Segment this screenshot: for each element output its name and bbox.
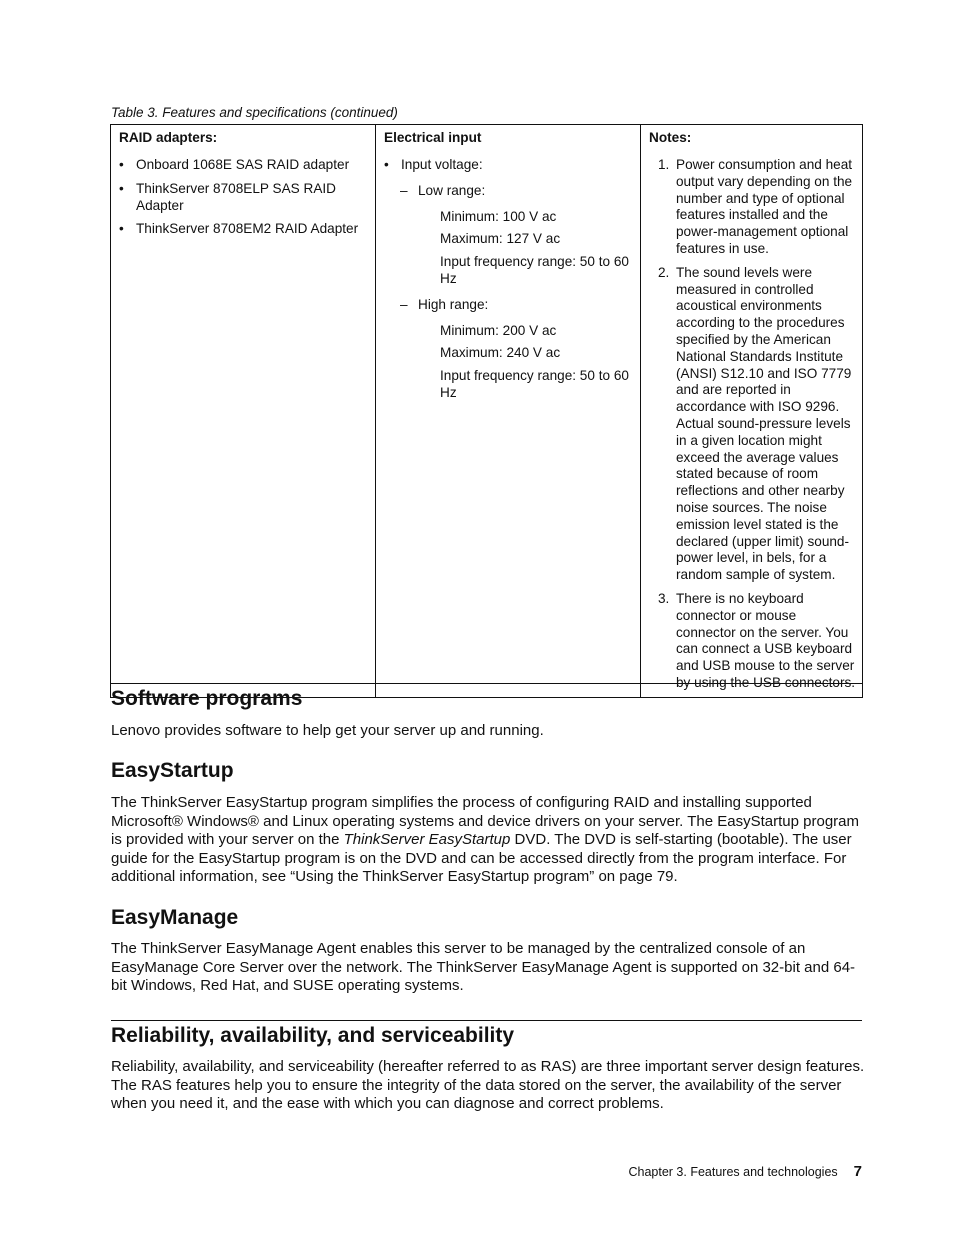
raid-cell: [111, 154, 376, 697]
high-max: Maximum: 240 V ac: [440, 345, 561, 361]
features-table: [110, 124, 863, 698]
dash-icon: –: [400, 182, 408, 198]
page-footer: [628, 1163, 862, 1180]
easystartup-text-1: The ThinkServer EasyStartup program simplifies the process of configuring RAID and installing supported Microsoft® Windows® and Linux operating systems and device drivers on your server. The EasyStartup program is provided with your server on the: [111, 794, 859, 849]
ras-body: Reliability, availability, and serviceability (hereafter referred to as RAS) are three important server design features. The RAS features help you to ensure the integrity of the data stored on the server, the availability of the server when you need it, and the ease with which you can diagnose and correct problems.: [111, 1058, 865, 1113]
note-number: 1.: [658, 157, 670, 172]
list-item: [119, 181, 369, 215]
list-item: [384, 183, 634, 200]
raid-adapter-3: ThinkServer 8708EM2 RAID Adapter: [136, 221, 359, 237]
easymanage-heading: EasyManage: [111, 906, 239, 929]
section-divider: [111, 1020, 862, 1021]
ras-heading: Reliability, availability, and serviceability: [111, 1024, 515, 1047]
easystartup-dvd-title: ThinkServer EasyStartup: [343, 831, 511, 849]
input-voltage-label: Input voltage:: [401, 157, 483, 172]
footer-chapter: Chapter 3. Features and technologies: [628, 1165, 838, 1179]
software-body: Lenovo provides software to help get your server up and running.: [111, 722, 544, 739]
dash-icon: –: [400, 296, 408, 312]
low-min: Minimum: 100 V ac: [440, 208, 557, 224]
low-max: Maximum: 127 V ac: [440, 231, 561, 247]
bullet-icon: •: [119, 221, 124, 237]
high-freq: Input frequency range: 50 to 60 Hz: [440, 368, 629, 400]
list-item: [384, 157, 634, 174]
raid-adapter-2: ThinkServer 8708ELP SAS RAID Adapter: [136, 180, 336, 213]
list-item: [384, 297, 634, 314]
bullet-icon: •: [384, 157, 389, 172]
notes-cell: [641, 154, 863, 697]
section-divider: [111, 683, 862, 684]
software-heading: Software programs: [111, 687, 303, 710]
easystartup-body: [111, 794, 866, 887]
list-item: [649, 157, 856, 258]
note-number: 2.: [658, 264, 670, 280]
electrical-header: Electrical input: [376, 125, 641, 155]
low-range-label: Low range:: [418, 182, 486, 198]
raid-adapter-1: Onboard 1068E SAS RAID adapter: [136, 157, 350, 172]
notes-header: Notes:: [641, 125, 863, 155]
bullet-icon: •: [119, 157, 124, 172]
list-item: [649, 265, 856, 584]
bullet-icon: •: [119, 180, 124, 196]
raid-header: RAID adapters:: [111, 125, 376, 155]
note-number: 3.: [658, 590, 670, 606]
page-number: 7: [853, 1163, 862, 1180]
easystartup-text-2: DVD. The DVD is self-starting (bootable). The user guide for the EasyStartup program is on the DVD and can be accessed directly from the program interface. For additional information, see “Using the ThinkServer EasyStartup program” on page 79.: [111, 831, 852, 886]
table-caption: Table 3. Features and specifications (continued): [111, 105, 398, 120]
note-3: There is no keyboard connector or mouse connector on the server. You can connect a USB keyboard and USB mouse to the server by using the USB connectors.: [676, 590, 856, 690]
electrical-cell: [376, 154, 641, 697]
list-item: [649, 591, 856, 692]
low-freq: Input frequency range: 50 to 60 Hz: [440, 254, 629, 286]
note-1: Power consumption and heat output vary depending on the number and type of optional features installed and the power-management optional features in use.: [676, 157, 853, 256]
easystartup-heading: EasyStartup: [111, 759, 234, 782]
high-range-label: High range:: [418, 296, 489, 312]
list-item: [119, 221, 369, 238]
list-item: [119, 157, 369, 174]
easymanage-body: The ThinkServer EasyManage Agent enables this server to be managed by the centralized console of an EasyManage Core Server over the network. The ThinkServer EasyManage Agent is supported on 32-bit and 64-bit Windows, Red Hat, and SUSE operating systems.: [111, 940, 856, 995]
high-min: Minimum: 200 V ac: [440, 322, 557, 338]
note-2: The sound levels were measured in controlled acoustical environments according to the procedures specified by the American National Standards Institute (ANSI) S12.10 and ISO 7779 and are reported in accordance with ISO 9296. Actual sound-pressure levels in a given location might exceed the average values stated because of room reflections and other nearby noise sources. The noise emission level stated is the declared (upper limit) sound-power level, in bels, for a random sample of system.: [676, 264, 852, 583]
